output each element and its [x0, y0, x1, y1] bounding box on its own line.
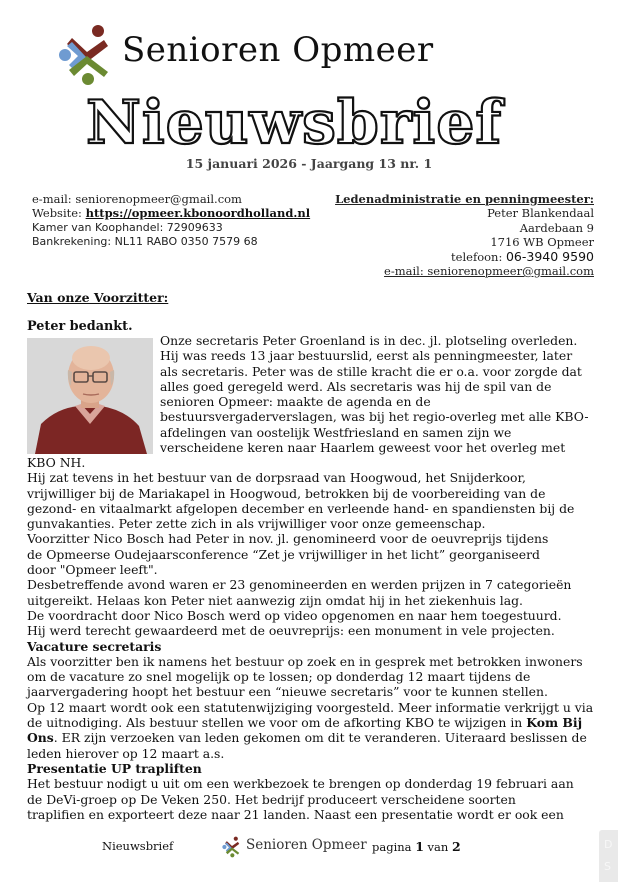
- contact-phone: [335, 250, 594, 264]
- phone-label: telefoon:: [451, 249, 506, 264]
- text-line: Desbetreffende avond waren er 23 genomineerden en werden prijzen in 7 categorieën: [27, 577, 572, 593]
- text-line: jaarvergadering hoopt het bestuur een “nieuwe secretaris” voor te kunnen stellen.: [27, 684, 548, 700]
- contact-street: Aardebaan 9: [519, 220, 594, 235]
- subheading-peter-bedankt: Peter bedankt.: [27, 319, 133, 334]
- membership-heading: Ledenadministratie en penningmeester:: [335, 192, 594, 206]
- text-line: leden hierover op 12 maart a.s.: [27, 745, 225, 761]
- text-line: Als voorzitter ben ik namens het bestuur op zoek en in gesprek met betrokken inwoners: [27, 653, 583, 669]
- text-line: uitgereikt. Helaas kon Peter niet aanwezig zijn omdat hij in het ziekenhuis lag.: [27, 592, 523, 608]
- contact-info-left: [32, 192, 310, 250]
- text-line: bestuursvergaderverslagen, was bij het regio-overleg met alle KBO-: [160, 409, 589, 425]
- text-line: alles goed geregeld werd. Als secretaris was hij de spil van de: [160, 378, 552, 394]
- phone-number: 06-3940 9590: [505, 248, 594, 264]
- page-total: 2: [451, 839, 461, 854]
- footer-brand: Senioren Opmeer: [246, 837, 367, 853]
- page-current: 1: [415, 839, 424, 854]
- text-line: door "Opmeer leeft".: [27, 562, 158, 578]
- kom-bij-ons-bold: Kom Bij: [526, 715, 583, 731]
- website-link[interactable]: https://opmeer.kbonoordholland.nl: [85, 206, 311, 221]
- text-line: De voordracht door Nico Bosch werd op video opgenomen en naar hem toegestuurd.: [27, 607, 562, 623]
- text-line: de Opmeerse Oudejaarsconference “Zet je vrijwilliger in het licht” georganiseerd: [27, 546, 540, 562]
- text-line: senioren Opmeer: maakte de agenda en de: [160, 394, 431, 410]
- contact-city: 1716 WB Opmeer: [490, 235, 594, 250]
- page-mid: van: [423, 840, 452, 854]
- article-intro-text: [160, 333, 610, 455]
- text-span: de uitnodiging. Als bestuur stellen we voor om de afkorting KBO te wijzigen in: [27, 715, 527, 731]
- text-line: om de vacature zo snel mogelijk op te lossen; op donderdag 12 maart tijdens de: [27, 669, 531, 685]
- contact-email: e-mail: seniorenopmeer@gmail.com: [32, 192, 242, 206]
- article-body: [27, 455, 612, 822]
- subheading-vacature: Vacature secretaris: [27, 638, 162, 654]
- text-line: Op 12 maart wordt ook een statutenwijziging voorgesteld. Meer informatie verkrijgt u via: [27, 699, 594, 715]
- contact-info-right: [335, 192, 594, 278]
- ons-bold: Ons: [27, 730, 54, 746]
- side-overlay-panel[interactable]: [599, 830, 618, 882]
- overlay-glyph: D: [604, 838, 613, 851]
- footer-logo-icon: [222, 836, 242, 858]
- section-heading: Van onze Voorzitter:: [27, 290, 169, 305]
- people-logo-icon: [58, 24, 116, 86]
- page-footer: [0, 836, 618, 860]
- overlay-glyph: S: [604, 860, 611, 873]
- text-line: vrijwilliger bij de Mariakapel in Hoogwoud, betrokken bij de voorbereiding van de: [27, 485, 546, 501]
- contact-email-link[interactable]: e-mail: seniorenopmeer@gmail.com: [384, 264, 594, 279]
- text-line: als secretaris. Peter was de stille kracht die er o.a. voor zorgde dat: [160, 363, 582, 379]
- newsletter-title: Nieuwsbrief: [86, 88, 503, 158]
- contact-name: Peter Blankendaal: [487, 206, 594, 221]
- portrait-photo: [27, 338, 153, 454]
- text-line: traplifien en exporteert deze naar 21 landen. Naast een presentatie wordt er ook een: [27, 806, 564, 822]
- contact-website: [32, 206, 310, 220]
- text-line: Het bestuur nodigt u uit om een werkbezoek te brengen op donderdag 19 februari aan: [27, 776, 574, 792]
- text-line: verscheidene keren naar Haarlem geweest voor het overleg met: [160, 440, 566, 456]
- text-line: [27, 715, 612, 730]
- brand-name: Senioren Opmeer: [122, 30, 434, 70]
- text-line: KBO NH.: [27, 455, 86, 470]
- text-line: [27, 730, 612, 745]
- subheading-traplift: Presentatie UP trapliften: [27, 760, 202, 776]
- contact-kvk: Kamer van Koophandel: 72909633: [32, 220, 223, 234]
- text-line: Hij zat tevens in het bestuur van de dorpsraad van Hoogwoud, het Snijderkoor,: [27, 470, 526, 486]
- page-number: [372, 839, 461, 854]
- text-line: Hij was reeds 13 jaar bestuurslid, eerst als penningmeester, later: [160, 348, 573, 364]
- text-line: de DeVi-groep op De Veken 250. Het bedrijf produceert verscheidene soorten: [27, 791, 516, 807]
- text-line: gunvakanties. Peter zette zich in als vrijwilliger voor onze gemeenschap.: [27, 516, 486, 532]
- text-line: gezond- en vitaalmarkt afgelopen december en verleende hand- en spandiensten bij de: [27, 500, 575, 516]
- footer-label: Nieuwsbrief: [102, 839, 174, 853]
- text-line: Onze secretaris Peter Groenland is in dec. jl. plotseling overleden.: [160, 333, 578, 348]
- text-line: Hij werd terecht gewaardeerd met de oeuvreprijs: een monument in vele projecten.: [27, 623, 555, 639]
- website-label: Website:: [32, 206, 86, 221]
- contact-bank: Bankrekening: NL11 RABO 0350 7579 68: [32, 235, 258, 249]
- text-line: afdelingen van oostelijk Westfriesland en samen zijn we: [160, 424, 512, 440]
- page-prefix: pagina: [372, 840, 416, 854]
- text-line: Voorzitter Nico Bosch had Peter in nov. jl. genomineerd voor de oeuvreprijs tijdens: [27, 531, 549, 547]
- text-span: . ER zijn verzoeken van leden gekomen om dit te veranderen. Uiteraard beslissen de: [53, 730, 587, 746]
- dateline: 15 januari 2026 - Jaargang 13 nr. 1: [185, 156, 433, 171]
